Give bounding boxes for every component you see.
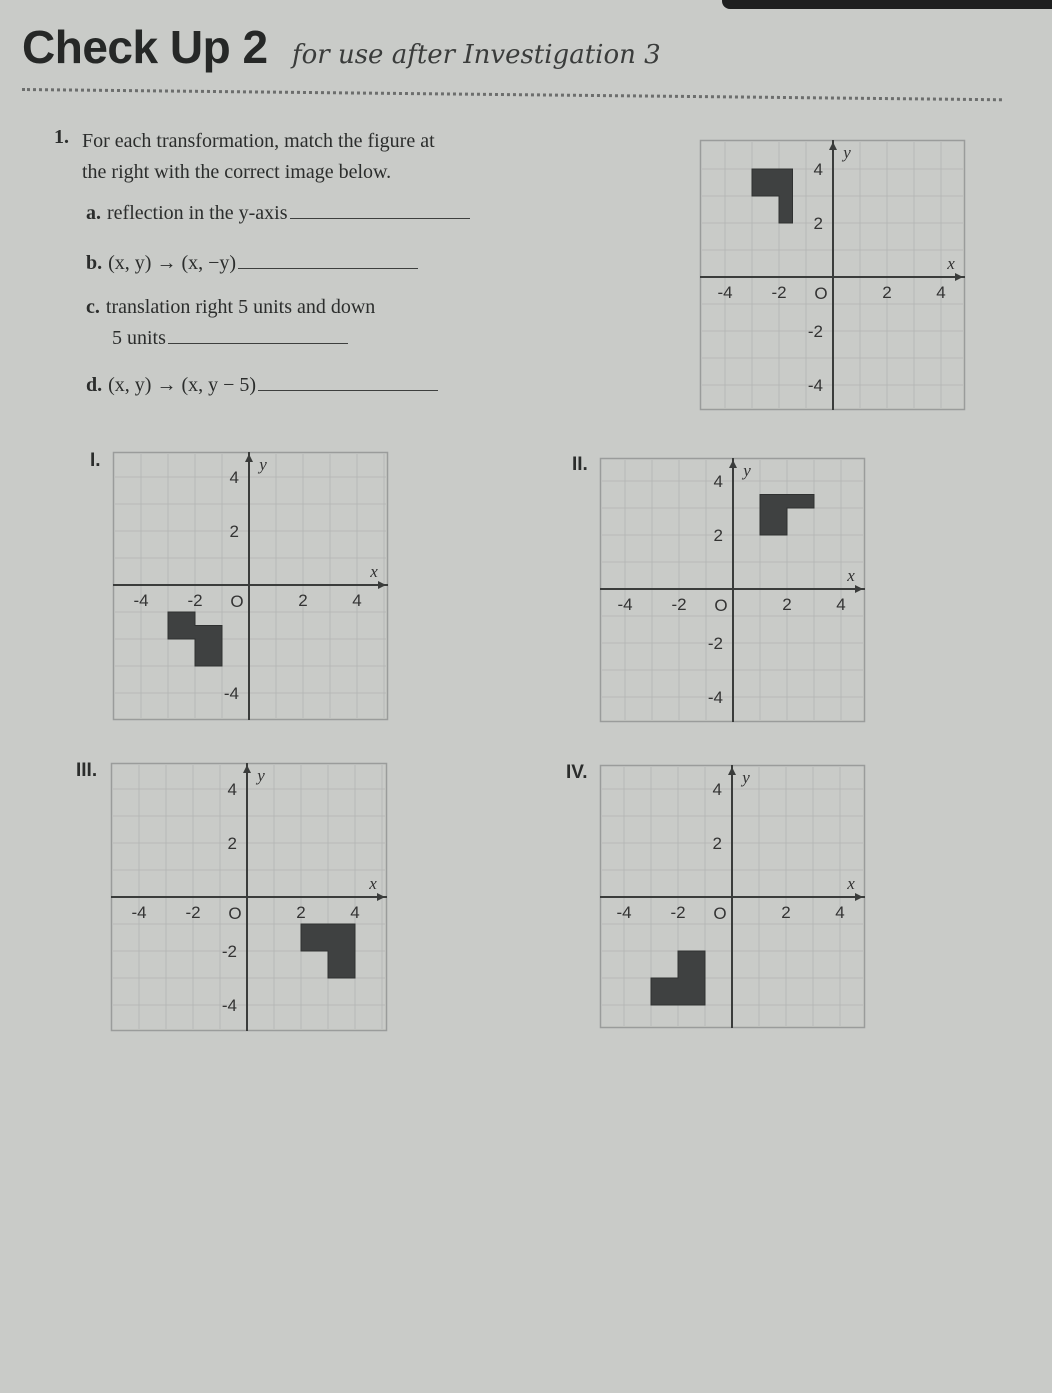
part-d-label: d. (86, 374, 103, 396)
part-c-text-2: 5 units (112, 327, 166, 349)
x-axis-label: x (847, 566, 855, 585)
part-a-text: reflection in the y-axis (107, 202, 288, 224)
y-tick-label: 2 (713, 526, 723, 545)
y-tick-label: -4 (707, 688, 723, 707)
y-tick-label: 2 (227, 834, 237, 853)
x-tick-label: -4 (617, 595, 633, 614)
x-axis-label: x (370, 562, 378, 581)
y-tick-label: 4 (712, 780, 722, 799)
x-tick-label: -4 (616, 903, 632, 922)
x-tick-label: 4 (836, 595, 846, 614)
part-d-text: (x, y) → (x, y − 5) (108, 374, 257, 396)
origin-label: O (713, 904, 727, 923)
x-axis-label: x (847, 874, 855, 893)
x-axis-arrow (855, 585, 863, 593)
figure-shape (168, 612, 222, 666)
page-subtitle: for use after Investigation 3 (292, 40, 661, 70)
x-axis-arrow (955, 273, 963, 281)
y-tick-label: -2 (707, 634, 723, 653)
origin-label: O (228, 904, 242, 923)
x-tick-label: 2 (298, 591, 308, 610)
x-axis-arrow (378, 581, 386, 589)
option-graph-2 (600, 458, 865, 722)
x-tick-label: 4 (350, 903, 360, 922)
x-axis-label: x (947, 254, 955, 273)
x-tick-label: -4 (131, 903, 147, 922)
figure-shape (651, 951, 705, 1005)
figure-shape (752, 169, 793, 223)
y-axis-label: y (257, 766, 265, 785)
part-c (86, 296, 375, 319)
y-tick-label: -2 (221, 942, 237, 961)
y-tick-label: 4 (713, 472, 723, 491)
y-tick-label: 2 (813, 214, 823, 233)
page-title: Check Up 2 (22, 21, 268, 73)
x-tick-label: -4 (717, 283, 733, 302)
part-c-text: translation right 5 units and down (105, 296, 376, 318)
y-axis-label: y (742, 768, 750, 787)
y-tick-label: 4 (813, 160, 823, 179)
part-a-label: a. (86, 202, 101, 224)
part-c-answer-blank[interactable] (168, 343, 348, 344)
y-tick-label: -4 (221, 996, 237, 1015)
prompt-line-2: the right with the correct image below. (82, 161, 392, 183)
origin-label: O (814, 284, 828, 303)
x-axis-arrow (377, 893, 385, 901)
x-tick-label: -2 (671, 595, 687, 614)
y-axis-arrow (729, 460, 737, 468)
x-tick-label: 2 (296, 903, 306, 922)
y-tick-label: 2 (712, 834, 722, 853)
x-tick-label: -2 (187, 591, 203, 610)
option-graph-1 (113, 452, 388, 720)
y-tick-label: -4 (223, 684, 239, 703)
origin-label: O (230, 592, 244, 611)
question-prompt (82, 126, 582, 188)
x-tick-label: 4 (835, 903, 845, 922)
original-figure-graph (700, 140, 965, 410)
question-number: 1. (54, 126, 69, 148)
y-axis-arrow (245, 454, 253, 462)
header-divider (22, 88, 1002, 101)
x-tick-label: -2 (185, 903, 201, 922)
y-axis-arrow (829, 142, 837, 150)
y-tick-label: 4 (229, 468, 239, 487)
option-label-3: III. (76, 760, 98, 781)
x-axis-label: x (369, 874, 377, 893)
x-axis-arrow (855, 893, 863, 901)
option-label-2: II. (572, 454, 588, 475)
y-tick-label: -4 (807, 376, 823, 395)
x-tick-label: 2 (782, 595, 792, 614)
y-tick-label: -2 (807, 322, 823, 341)
x-tick-label: 2 (882, 283, 892, 302)
dark-edge (722, 0, 1052, 9)
x-tick-label: 4 (936, 283, 946, 302)
y-tick-label: 2 (229, 522, 239, 541)
part-c-label: c. (86, 296, 100, 318)
part-d-answer-blank[interactable] (258, 390, 438, 391)
part-b-answer-blank[interactable] (238, 268, 418, 269)
part-c-line2 (112, 327, 348, 350)
y-axis-label: y (743, 461, 751, 480)
x-tick-label: 2 (781, 903, 791, 922)
x-tick-label: -2 (771, 283, 787, 302)
option-graph-4 (600, 765, 865, 1028)
part-b-text: (x, y) → (x, −y) (108, 252, 237, 274)
y-axis-arrow (243, 765, 251, 773)
y-axis-label: y (259, 455, 267, 474)
part-d (86, 374, 438, 397)
part-b-label: b. (86, 252, 103, 274)
x-tick-label: -2 (670, 903, 686, 922)
option-label-4: IV. (566, 762, 588, 783)
x-tick-label: 4 (352, 591, 362, 610)
part-b (86, 252, 418, 275)
y-axis-label: y (843, 143, 851, 162)
part-a-answer-blank[interactable] (290, 218, 470, 219)
y-tick-label: 4 (227, 780, 237, 799)
figure-shape (760, 495, 814, 536)
option-graph-3 (111, 763, 387, 1031)
y-axis-arrow (728, 767, 736, 775)
part-a (86, 202, 470, 225)
prompt-line-1: For each transformation, match the figure at (82, 130, 435, 152)
origin-label: O (714, 596, 728, 615)
x-tick-label: -4 (133, 591, 149, 610)
option-label-1: I. (90, 450, 101, 471)
figure-shape (301, 924, 355, 978)
